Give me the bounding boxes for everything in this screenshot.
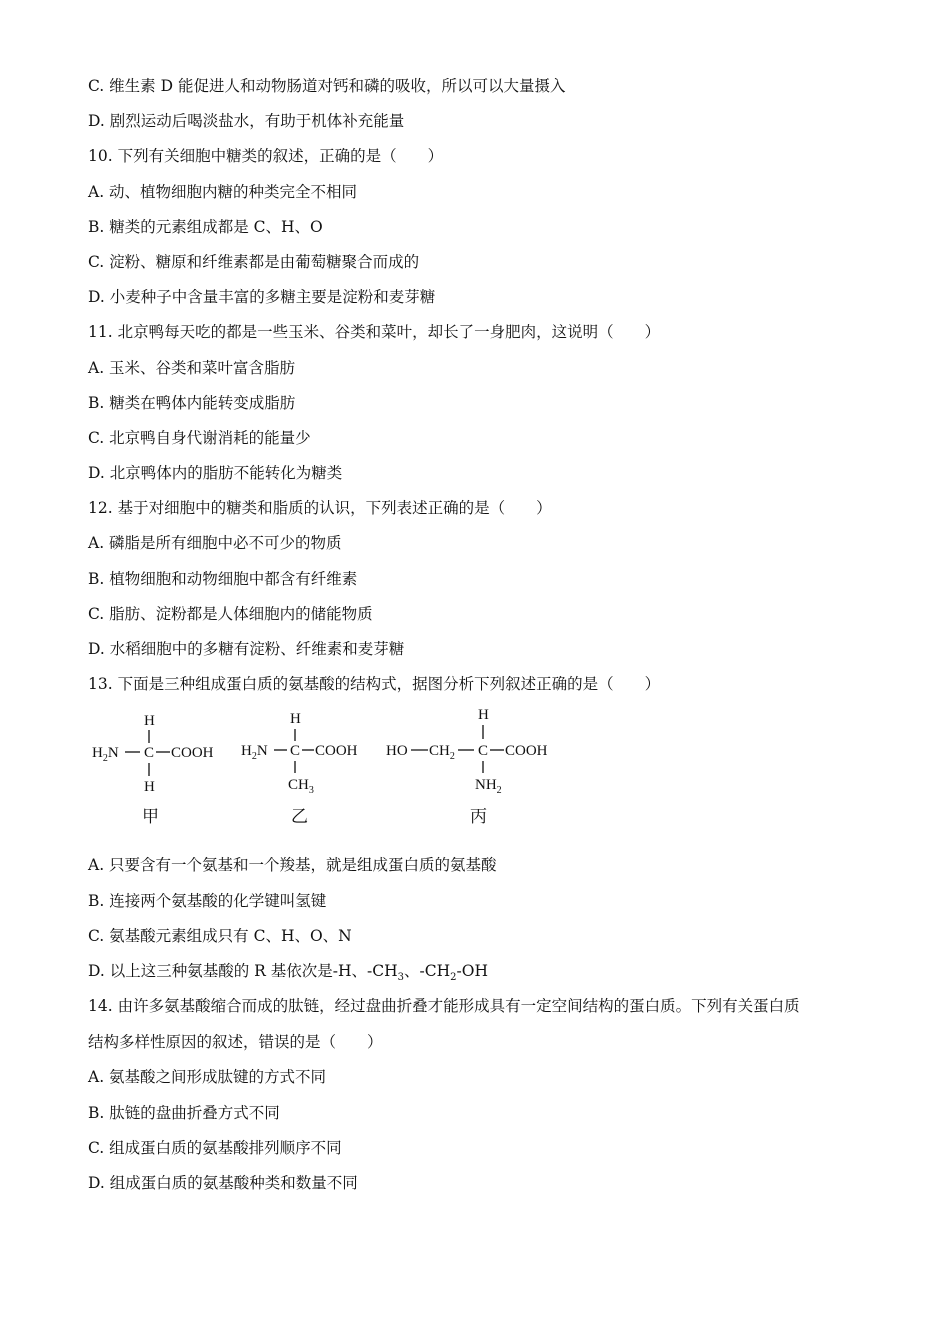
q14-option-d: D. 组成蛋白质的氨基酸种类和数量不同 <box>88 1173 358 1192</box>
q11-option-d: D. 北京鸭体内的脂肪不能转化为糖类 <box>88 464 343 483</box>
q13-stem: 13. 下面是三种组成蛋白质的氨基酸的结构式，据图分析下列叙述正确的是（ ） <box>88 675 661 694</box>
q14-stem-cont: 结构多样性原因的叙述，错误的是（ ） <box>88 1033 383 1052</box>
yi-cooh: COOH <box>315 743 358 760</box>
bing-top-h: H <box>478 709 489 724</box>
q9-option-d: D. 剧烈运动后喝淡盐水，有助于机体补充能量 <box>88 112 405 131</box>
jia-cooh: COOH <box>171 745 214 762</box>
structure-jia <box>92 713 214 827</box>
q9-option-c: C. 维生素 D 能促进人和动物肠道对钙和磷的吸收，所以可以大量摄入 <box>88 77 566 95</box>
q12-stem: 12. 基于对细胞中的糖类和脂质的认识，下列表述正确的是（ ） <box>88 499 552 518</box>
jia-caption: 甲 <box>142 807 159 828</box>
q14-option-c: C. 组成蛋白质的氨基酸排列顺序不同 <box>88 1138 342 1157</box>
bing-ho: HO <box>386 743 408 760</box>
amino-acid-structures <box>88 709 608 847</box>
jia-top-h: H <box>144 713 155 730</box>
q11-option-c: C. 北京鸭自身代谢消耗的能量少 <box>88 428 311 447</box>
jia-bottom-h: H <box>144 779 155 796</box>
q11-option-b: B. 糖类在鸭体内能转变成脂肪 <box>88 393 296 412</box>
document-page <box>88 74 878 1206</box>
q11-stem: 11. 北京鸭每天吃的都是一些玉米、谷类和菜叶，却长了一身肥肉，这说明（ ） <box>88 323 661 342</box>
structure-bing <box>386 709 548 827</box>
yi-top-h: H <box>290 711 301 728</box>
q14-option-a: A. 氨基酸之间形成肽键的方式不同 <box>88 1068 327 1087</box>
q14-option-b: B. 肽链的盘曲折叠方式不同 <box>88 1103 280 1122</box>
q13-option-a: A. 只要含有一个氨基和一个羧基，就是组成蛋白质的氨基酸 <box>88 856 497 875</box>
q12-option-a: A. 磷脂是所有细胞中必不可少的物质 <box>88 534 342 553</box>
q12-option-c: C. 脂肪、淀粉都是人体细胞内的储能物质 <box>88 604 373 623</box>
amino-acid-figure <box>88 709 878 847</box>
q14-stem: 14. 由许多氨基酸缩合而成的肽链，经过盘曲折叠才能形成具有一定空间结构的蛋白质。下列有关蛋白质 <box>88 997 800 1016</box>
q10-option-b: B. 糖类的元素组成都是 C、H、O <box>88 217 323 236</box>
q10-option-c: C. 淀粉、糖原和纤维素都是由葡萄糖聚合而成的 <box>88 252 420 271</box>
q13-option-c: C. 氨基酸元素组成只有 C、H、O、N <box>88 926 352 945</box>
yi-c: C <box>290 743 301 760</box>
q12-option-b: B. 植物细胞和动物细胞中都含有纤维素 <box>88 569 358 588</box>
yi-ch3: $CH_3$ <box>288 777 314 797</box>
q10-option-d: D. 小麦种子中含量丰富的多糖主要是淀粉和麦芽糖 <box>88 288 436 307</box>
yi-caption: 乙 <box>291 807 308 828</box>
bing-caption: 丙 <box>470 807 487 828</box>
bing-c: C <box>478 743 489 760</box>
structure-yi <box>241 711 358 827</box>
q13-option-b: B. 连接两个氨基酸的化学键叫氢键 <box>88 891 327 910</box>
q10-option-a: A. 动、植物细胞内糖的种类完全不相同 <box>88 182 358 201</box>
bing-cooh: COOH <box>505 743 548 760</box>
q10-stem: 10. 下列有关细胞中糖类的叙述，正确的是（ ） <box>88 147 444 166</box>
q11-option-a: A. 玉米、谷类和菜叶富含脂肪 <box>88 358 296 377</box>
q12-option-d: D. 水稻细胞中的多糖有淀粉、纤维素和麦芽糖 <box>88 640 405 658</box>
bing-ch2: $CH_2$ <box>429 743 455 763</box>
q13-option-d: D. 以上这三种氨基酸的 R 基依次是-H、$-CH_3$、$-CH_2-OH$ <box>88 961 488 984</box>
jia-h2n: $H_2N$ <box>92 745 119 765</box>
yi-h2n: $H_2N$ <box>241 743 268 763</box>
jia-c: C <box>144 745 155 762</box>
bing-nh2: $NH_2$ <box>475 777 502 797</box>
